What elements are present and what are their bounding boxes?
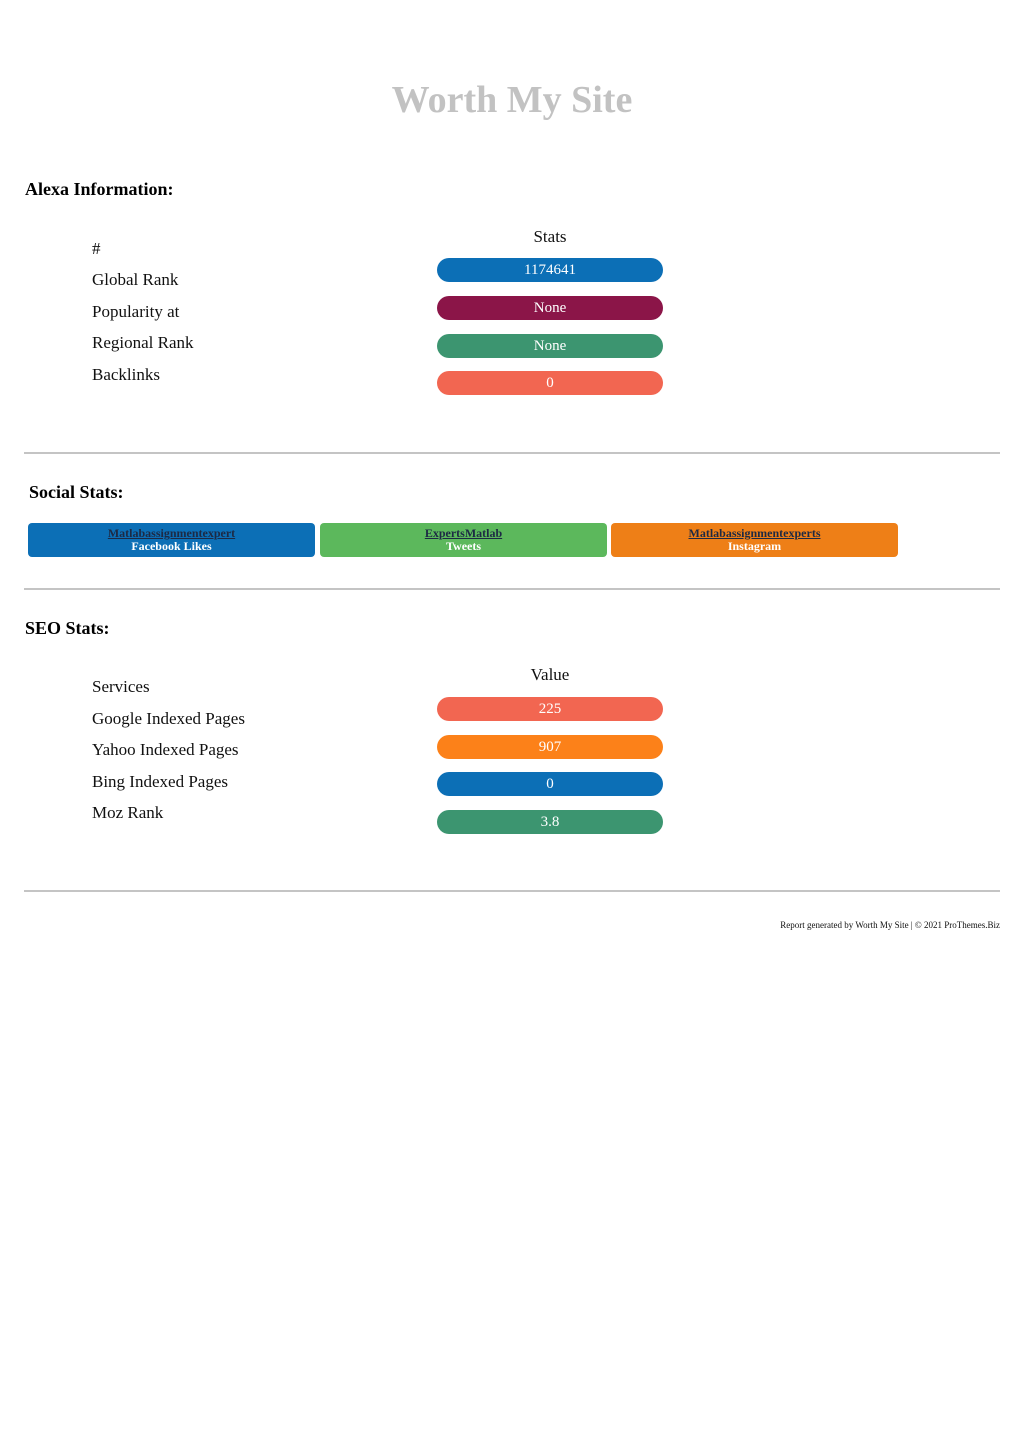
twitter-profile-link[interactable]: ExpertsMatlab: [424, 526, 503, 540]
section-divider: [24, 452, 1000, 454]
social-card-facebook: [28, 523, 315, 557]
seo-row-label-moz: Moz Rank: [92, 803, 164, 822]
facebook-metric-label: Facebook Likes: [131, 539, 212, 553]
seo-heading: SEO Stats:: [25, 618, 110, 638]
alexa-label-header: #: [92, 239, 101, 258]
seo-value-moz: 3.8: [437, 810, 663, 834]
social-heading: Social Stats:: [29, 482, 124, 502]
site-title: Worth My Site: [391, 79, 633, 121]
twitter-metric-label: Tweets: [445, 539, 482, 553]
seo-value-header: Value: [530, 665, 570, 684]
alexa-row-label-backlinks: Backlinks: [92, 365, 160, 384]
seo-value-google: 225: [437, 697, 663, 721]
seo-row-label-yahoo: Yahoo Indexed Pages: [92, 740, 239, 759]
instagram-metric-label: Instagram: [727, 539, 782, 553]
alexa-value-global-rank: 1174641: [437, 258, 663, 282]
seo-label-header: Services: [92, 677, 150, 696]
footer-credit: Report generated by Worth My Site | © 2021 ProThemes.Biz: [780, 920, 1000, 930]
instagram-profile-link[interactable]: Matlabassignmentexperts: [688, 526, 821, 540]
alexa-row-label-regional-rank: Regional Rank: [92, 333, 194, 352]
social-card-instagram: [611, 523, 898, 557]
seo-row-label-bing: Bing Indexed Pages: [92, 772, 228, 791]
alexa-row-label-popularity: Popularity at: [92, 302, 180, 321]
section-divider: [24, 588, 1000, 590]
seo-value-bing: 0: [437, 772, 663, 796]
alexa-heading: Alexa Information:: [25, 179, 174, 199]
seo-row-label-google: Google Indexed Pages: [92, 709, 245, 728]
social-card-twitter: [320, 523, 607, 557]
alexa-row-label-global-rank: Global Rank: [92, 270, 179, 289]
alexa-value-popularity: None: [437, 296, 663, 320]
facebook-profile-link[interactable]: Matlabassignmentexpert: [107, 526, 236, 540]
seo-value-yahoo: 907: [437, 735, 663, 759]
alexa-stats-header: Stats: [533, 227, 567, 246]
section-divider: [24, 890, 1000, 892]
alexa-value-regional-rank: None: [437, 334, 663, 358]
alexa-value-backlinks: 0: [437, 371, 663, 395]
